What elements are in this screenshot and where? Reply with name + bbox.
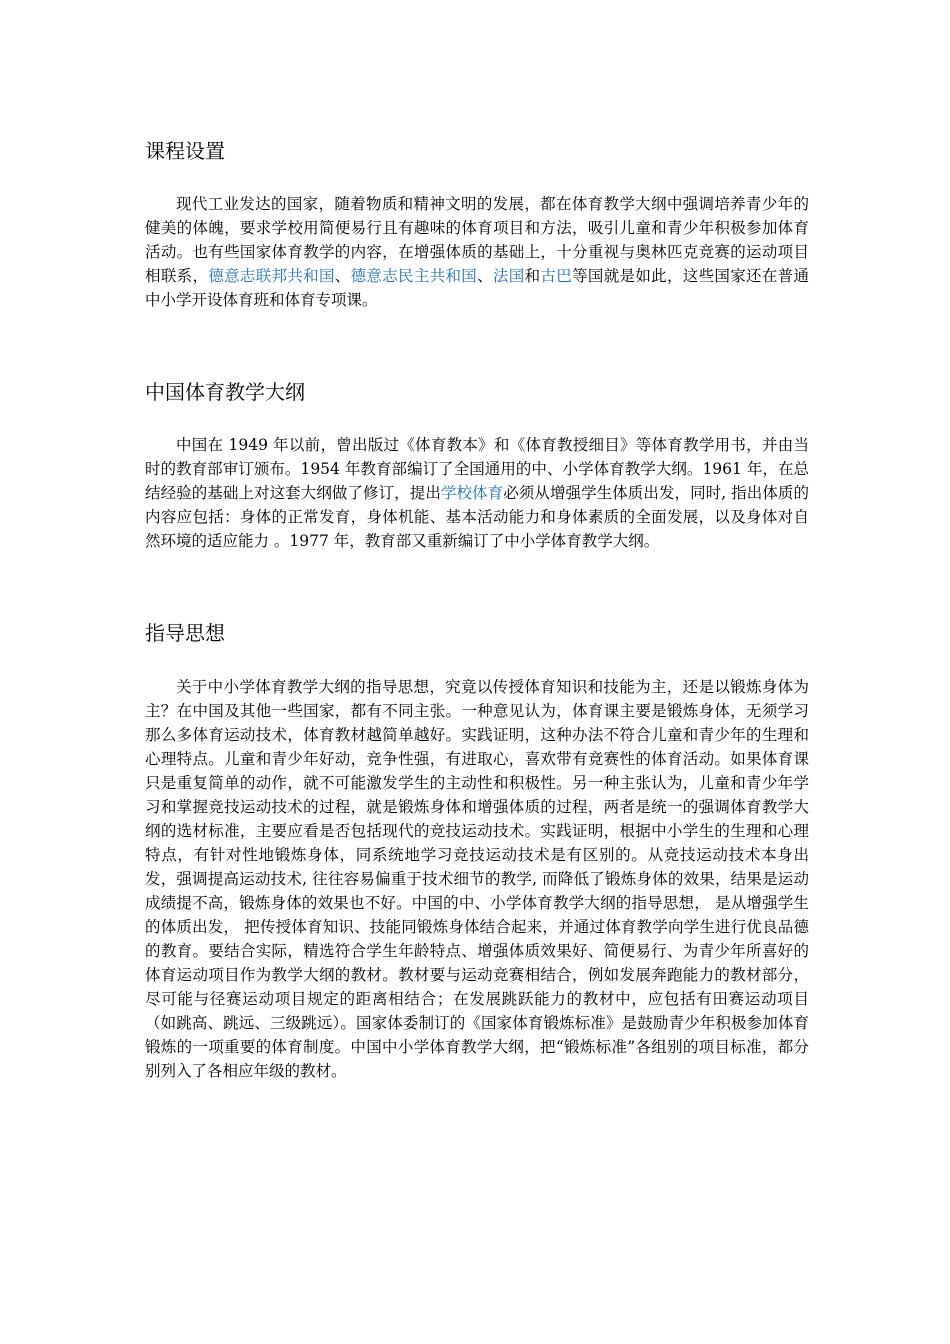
- link-gdr[interactable]: 德意志民主共和国: [350, 267, 478, 285]
- section-paragraph-china-syllabus: [145, 433, 809, 553]
- text-run: 等国就是如此，这些国家还在普通中小学开设体育班和体育专项课。: [145, 267, 809, 309]
- link-france[interactable]: 法国: [492, 267, 525, 285]
- text-run: 必须从增强学生体质出发，同时, 指出体质的内容应包括：身体的正常发育，身体机能、基本活动能力和身体素质的全面发展，以及身体对自然环境的适应能力 。1977 年，教育部又重新编订了中小学体育教学大纲。: [145, 484, 809, 550]
- section-title-guiding-ideology: 指导思想: [145, 621, 225, 645]
- text-run: 现代工业发达的国家，随着物质和精神文明的发展，都在体育教学大纲中强调培养青少年的健美的体魄，要求学校用简便易行且有趣味的体育项目和方法，吸引儿童和青少年积极参加体育活动。也有些国家体育教学的内容，在增强体质的基础上，十分重视与奥林匹克竞赛的运动项目相联系，: [145, 195, 809, 285]
- link-cuba[interactable]: 古巴: [540, 267, 573, 285]
- text-run: 关于中小学体育教学大纲的指导思想，究竟以传授体育知识和技能为主，还是以锻炼身体为主？在中国及其他一些国家，都有不同主张。一种意见认为，体育课主要是锻炼身体，无须学习那么多体育运动技术，体育教材越简单越好。实践证明，这种办法不符合儿童和青少年的生理和心理特点。儿童和青少年好动，竞争性强，有进取心，喜欢带有竞赛性的体育活动。如果体育课只是重复简单的动作，就不可能激发学生的主动性和积极性。另一种主张认为，儿童和青少年学习和掌握竞技运动技术的过程，就是锻炼身体和增强体质的过程，两者是统一的强调体育教学大纲的选材标准，主要应看是否包括现代的竞技运动技术。实践证明，根据中小学生的生理和心理特点，有针对性地锻炼身体，同系统地学习竞技运动技术是有区别的。从竞技运动技术本身出发，强调提高运动技术, 往往容易偏重于技术细节的教学, 而降低了锻炼身体的效果，结果是运动成绩提不高，锻炼身体的效果也不好。中国的中、小学体育教学大纲的指导思想， 是从增强学生的体质出发， 把传授体育知识、技能同锻炼身体结合起来，并通过体育教学向学生进行优良品德的教育。要结合实际，精选符合学生年龄特点、增强体质效果好、简便易行、为青少年所喜好的体育运动项目作为教学大纲的教材。教材要与运动竞赛相结合，例如发展奔跑能力的教材部分，尽可能与径赛运动项目规定的距离相结合；在发展跳跃能力的教材中，应包括有田赛运动项目（如跳高、跳远、三级跳远）。国家体委制订的《国家体育锻炼标准》是鼓励青少年积极参加体育锻炼的一项重要的体育制度。中国中小学体育教学大纲，把“锻炼标准”各组别的项目标准，都分别列入了各相应年级的教材。: [145, 678, 809, 1080]
- text-run: 和: [524, 267, 541, 285]
- link-frg[interactable]: 德意志联邦共和国: [208, 267, 335, 285]
- text-run: 、: [477, 267, 493, 285]
- section-paragraph-course-setup: [145, 192, 809, 312]
- section-title-course-setup: 课程设置: [145, 139, 225, 163]
- text-run: 中国在 1949 年以前，曾出版过《体育教本》和《体育教授细目》等体育教学用书，并由当时的教育部审订颁布。1954 年教育部编订了全国通用的中、小学体育教学大纲。1961 年，在总结经验的基础上对这套大纲做了修订，提出: [145, 436, 809, 502]
- section-paragraph-guiding-ideology: [145, 675, 809, 1083]
- text-run: 、: [334, 267, 351, 285]
- section-title-china-syllabus: 中国体育教学大纲: [145, 380, 305, 404]
- link-school-pe[interactable]: 学校体育: [440, 484, 504, 502]
